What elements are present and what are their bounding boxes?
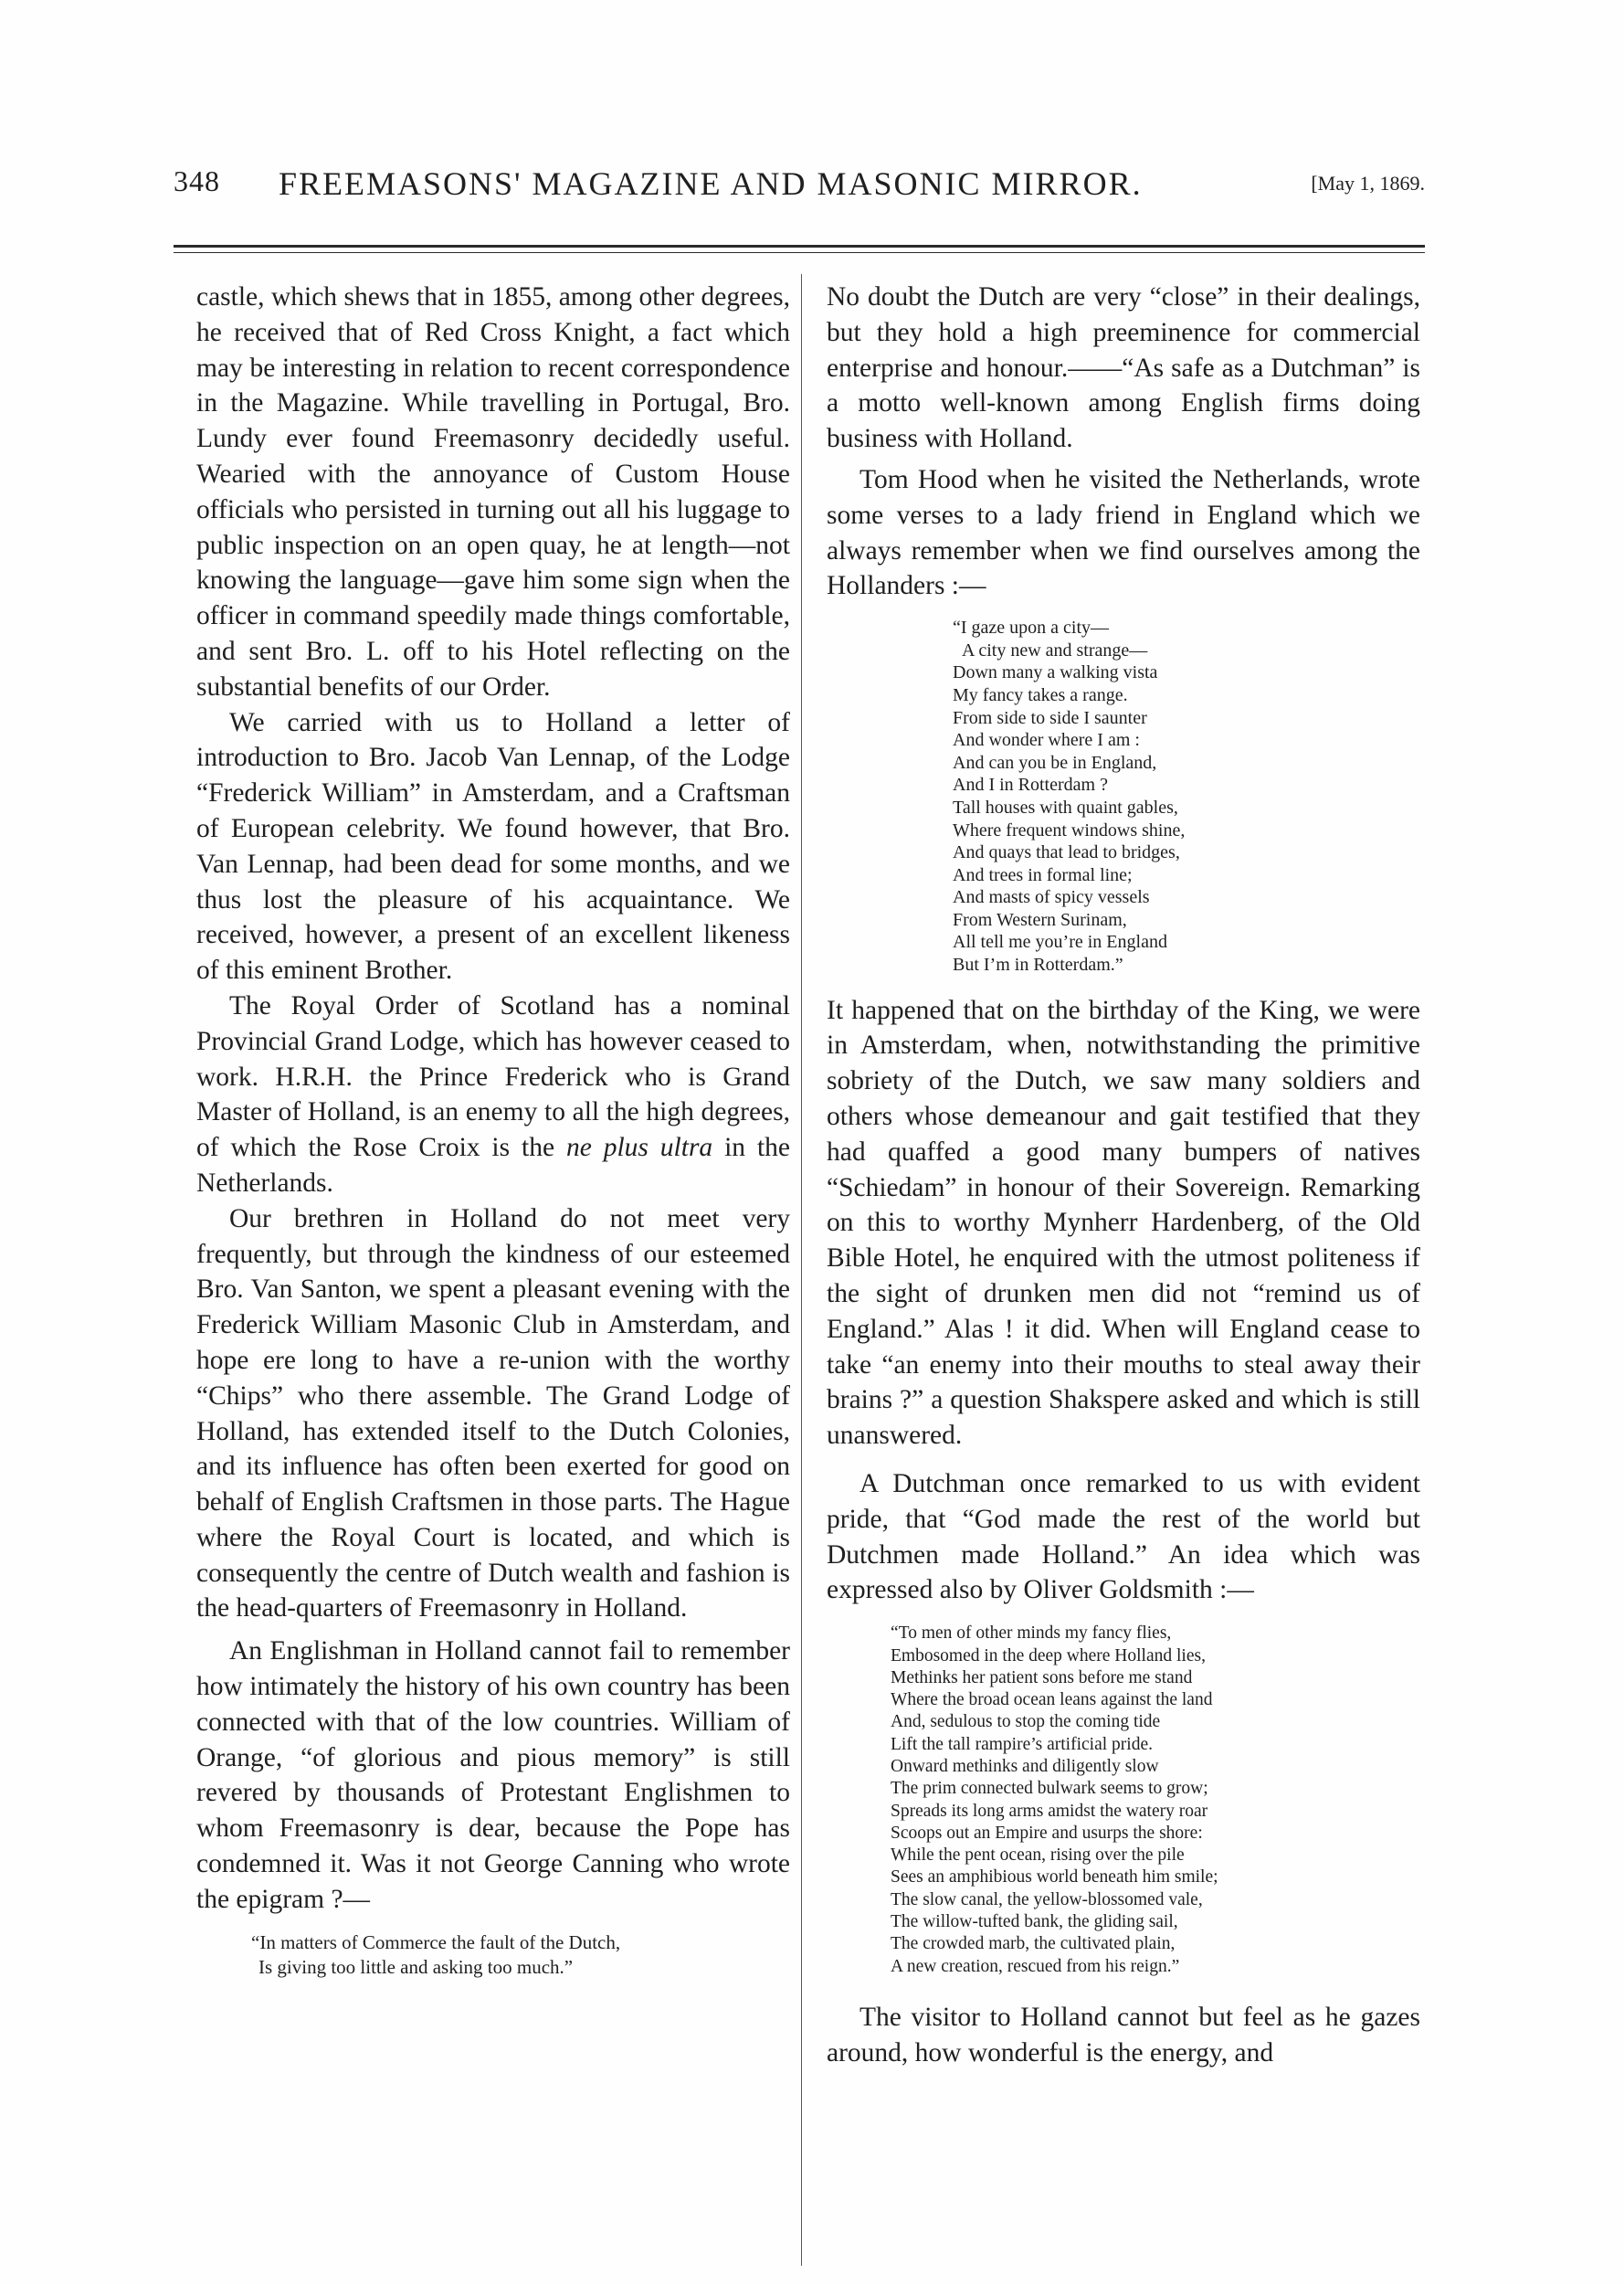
verse-line: Spreads its long arms amidst the watery roar — [891, 1801, 1208, 1821]
paragraph-brethren: Our brethren in Holland do not meet very frequently, but through the kindness of our esteemed Bro. Van Santon, we spent a pleasant evening with the Frederick William Masonic Club in Amsterdam, and hope ere long to have a re-union with the worthy “Chips” who there assemble. The Grand Lodge of Holland, has extended itself to the Dutch Colonies, and its influence has often been exerted for good on behalf of English Craftsmen in those parts. The Hague where the Royal Court is located, and which is consequently the centre of Dutch wealth and fashion is the head-quarters of Freemasonry in Holland. — [196, 1203, 790, 1623]
verse-line: Where frequent windows shine, — [953, 819, 1186, 841]
verse-line: But I’m in Rotterdam.” — [953, 955, 1123, 976]
verse-line: The slow canal, the yellow-blossomed vale, — [891, 1889, 1203, 1909]
verse-line: Down many a walking vista — [953, 662, 1158, 683]
royal-order-text: The Royal Order of Scotland has a nominal Provincial Grand Lodge, which has however ceased to work. H.R.H. the Prince Frederick who is Grand Master of Holland, is an enemy to all the high degrees, of which the Rose Croix is the — [196, 990, 790, 1163]
paragraph-dutch-close: No doubt the Dutch are very “close” in their dealings, but they hold a high preeminence for commercial enterprise and honour.——“As safe as a Dutchman” is a motto well-known among English firms doing business with Holland. — [827, 282, 1420, 454]
poem-rotterdam — [827, 617, 1420, 977]
page-number: 348 — [174, 164, 220, 197]
left-column — [196, 280, 790, 1980]
verse-line: Scoops out an Empire and usurps the shore: — [891, 1823, 1203, 1843]
verse-line: And masts of spicy vessels — [953, 887, 1150, 908]
verse-line: Is giving too little and asking too much.” — [258, 1955, 574, 1978]
verse-line: Tall houses with quaint gables, — [953, 797, 1178, 818]
verse-line: “In matters of Commerce the fault of the Dutch, — [251, 1930, 621, 1953]
verse-line: “To men of other minds my fancy flies, — [891, 1623, 1172, 1644]
verse-line: The willow-tufted bank, the gliding sail, — [891, 1912, 1178, 1932]
verse-line: Where the broad ocean leans against the land — [891, 1690, 1213, 1710]
running-header — [174, 164, 1425, 208]
verse-line: A city new and strange— — [962, 640, 1148, 661]
verse-line: The crowded marb, the cultivated plain, — [891, 1934, 1176, 1954]
verse-line: My fancy takes a range. — [953, 684, 1128, 705]
paragraph-dutchman-pride: A Dutchman once remarked to us with evident pride, that “God made the rest of the world but Dutchmen made Holland.” An idea which was expressed also by Oliver Goldsmith :— — [827, 1469, 1420, 1605]
verse-line: All tell me you’re in England — [953, 932, 1167, 953]
verse-line: The prim connected bulwark seems to grow; — [891, 1779, 1208, 1799]
verse-line: “I gaze upon a city— — [953, 618, 1110, 639]
column-divider — [801, 274, 802, 2266]
verse-line: While the pent ocean, rising over the pile — [891, 1845, 1185, 1866]
verse-line: Methinks her patient sons before me stand — [891, 1667, 1193, 1687]
epigram-verse — [196, 1930, 790, 1980]
running-title: FREEMASONS' MAGAZINE AND MASONIC MIRROR. — [279, 165, 1143, 202]
ne-plus-ultra: ne plus ultra — [565, 1133, 713, 1163]
paragraph-birthday-king: It happened that on the birthday of the King, we were in Amsterdam, when, notwithstanding the primitive sobriety of the Dutch, we saw many soldiers and others whose demeanour and gait testified that they had quaffed a good many bumpers of natives “Schiedam” in honour of their Sovereign. Remarking on this to worthy Mynherr Hardenberg, of the Old Bible Hotel, he enquired with the utmost politeness if the sight of drunken men did not “remind us of England.” Alas ! it did. When will England cease to take “an enemy into their mouths to steal away their brains ?” a question Shakspere asked and which is still unanswered. — [827, 995, 1420, 1451]
paragraph-visitor: The visitor to Holland cannot but feel as he gazes around, how wonderful is the energy, and — [827, 2002, 1420, 2067]
verse-line: And quays that lead to bridges, — [953, 842, 1180, 863]
verse-line: Embosomed in the deep where Holland lies, — [891, 1645, 1206, 1665]
verse-line: Sees an amphibious world beneath him smile; — [891, 1867, 1218, 1887]
verse-line: From Western Surinam, — [953, 909, 1127, 930]
verse-line: From side to side I saunter — [953, 707, 1147, 728]
verse-line: And I in Rotterdam ? — [953, 775, 1108, 796]
right-column — [827, 280, 1420, 2071]
header-rule-thin — [174, 252, 1425, 253]
header-rule-thick — [174, 245, 1425, 248]
royal-order-text-end: in the Netherlands. — [196, 1133, 790, 1198]
issue-date: [May 1, 1869. — [1311, 172, 1425, 195]
verse-line: Onward methinks and diligently slow — [891, 1757, 1159, 1776]
paragraph-castle: castle, which shews that in 1855, among other degrees, he received that of Red Cross Knight, a fact which may be interesting in relation to recent correspondence in the Magazine. While travelling in Portugal, Bro. Lundy ever found Freemasonry decidedly useful. Wearied with the annoyance of Custom House officials who persisted in turning out all his luggage to public inspection on an open quay, he at length—not knowing the language—gave him some sign when the officer in command speedily made things comfortable, and sent Bro. L. off to his Hotel reflecting on the substantial benefits of our Order. — [196, 282, 790, 702]
paragraph-tom-hood: Tom Hood when he visited the Netherlands, wrote some verses to a lady friend in England which we always remember when we find ourselves among the Hollanders :— — [827, 464, 1420, 601]
paragraph-letter-introduction: We carried with us to Holland a letter of introduction to Bro. Jacob Van Lennap, of the Lodge “Frederick William” in Amsterdam, and a Craftsman of European celebrity. We found however, that Bro. Van Lennap, had been dead for some months, and we thus lost the pleasure of his acquaintance. We received, however, a present of an excellent likeness of this eminent Brother. — [196, 707, 790, 986]
verse-line: Lift the tall rampire’s artificial pride. — [891, 1734, 1153, 1754]
verse-line: And can you be in England, — [953, 752, 1157, 773]
verse-line: And trees in formal line; — [953, 864, 1133, 885]
verse-line: And wonder where I am : — [953, 730, 1140, 751]
verse-line: And, sedulous to stop the coming tide — [891, 1712, 1161, 1732]
poem-goldsmith — [827, 1623, 1420, 1978]
paragraph-englishman: An Englishman in Holland cannot fail to remember how intimately the history of his own country has been connected with that of the low countries. William of Orange, “of glorious and pious memory” is still revered by thousands of Protestant Englishmen to whom Freemasonry is dear, because the Pope has condemned it. Was it not George Canning who wrote the epigram ?— — [196, 1636, 790, 1914]
paragraph-royal-order — [196, 989, 790, 1201]
verse-line: A new creation, rescued from his reign.” — [891, 1956, 1180, 1976]
